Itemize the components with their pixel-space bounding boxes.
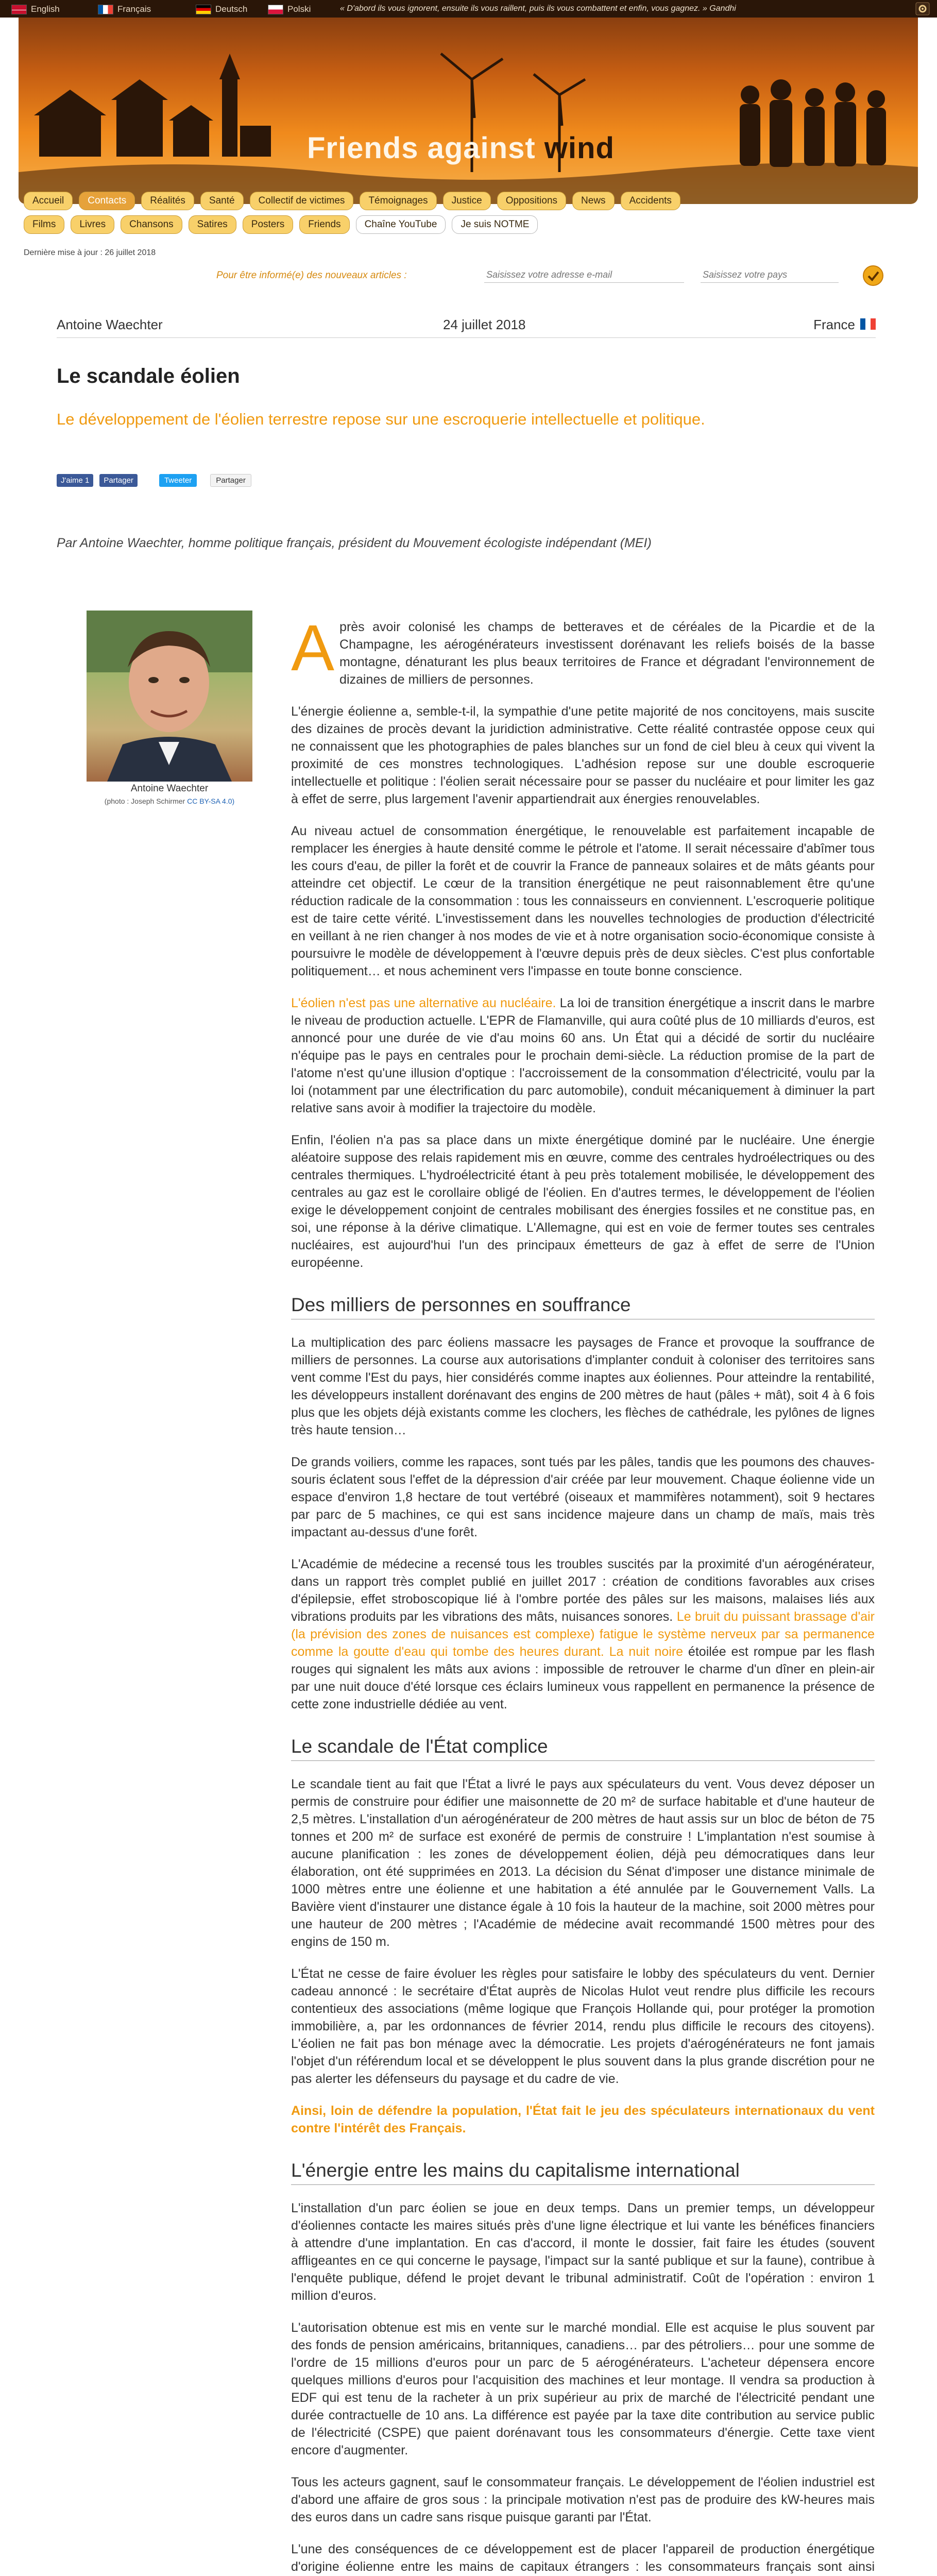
poland-flag-icon bbox=[268, 5, 283, 14]
article-paragraph: L'installation d'un parc éolien se joue en deux temps. Dans un premier temps, un développeur d'éoliennes contacte les maires situés près d'une ligne électrique et lui vante les bénéfices financiers à attendre d'une implantation. En cas d'accord, il monte le dossier, fait faire les études (souvent affligeantes en ce qui concerne le paysage, l'impact sur la santé publique et sur la faune), contribue à l'enquête publique, défend le projet devant le tribunal administratif. Coût de l'opération : environ 1 million d'euros. bbox=[291, 2201, 875, 2303]
language-polish[interactable]: Polski bbox=[268, 4, 311, 14]
uk-flag-icon bbox=[11, 5, 27, 14]
share-buttons bbox=[57, 474, 251, 487]
language-german[interactable]: Deutsch bbox=[196, 4, 247, 14]
section-heading: L'énergie entre les mains du capitalisme international bbox=[291, 2162, 875, 2185]
license-link[interactable]: CC BY-SA 4.0) bbox=[187, 797, 235, 805]
nav-satires[interactable]: Satires bbox=[189, 215, 236, 234]
nav-collectif-victimes[interactable]: Collectif de victimes bbox=[250, 192, 354, 210]
language-english[interactable]: English bbox=[11, 4, 60, 14]
nav-row-2 bbox=[24, 215, 910, 234]
article-paragraph: L'autorisation obtenue est mis en vente sur le marché mondial. Elle est acquise le plus souvent par des fonds de pension américains, britanniques, canadiens… par des pétroliers… pour une somme de l'ordre de 15 millions d'euros pour un parc de 5 aérogénérateurs. L'acheteur dépensera encore quelques millions d'euros pour l'acquisition des machines et leur montage. Il vendra sa production à EDF qui est tenu de la racheter à un prix supérieur au prix de marché de l'électricité pendant une durée contractuelle de 10 ans. La différence est payée par la taxe dite contribution au service public de l'électricité (CSPE) que paient dorénavant tous les consommateurs d'énergie. Cette taxe vient encore d'augmenter. bbox=[291, 2320, 875, 2458]
site-banner bbox=[19, 18, 918, 204]
photo-caption-name: Antoine Waechter bbox=[130, 783, 209, 794]
article-author: Antoine Waechter bbox=[57, 317, 163, 332]
france-flag-icon bbox=[860, 318, 876, 330]
article-paragraph: De grands voiliers, comme les rapaces, sont tués par les pâles, tandis que les poumons des chauves-souris éclatent sous l'effet de la dépression d'air créée par leur mouvement. Chaque éolienne vide un espace d'environ 1,8 hectare de tout vertébré (oiseaux et mammifères notamment), soit 9 hectares par parc de 5 machines, ce qui est sans incidence majeure dans un champ de maïs, mais très impactant au-dessus d'une forêt. bbox=[291, 1455, 875, 1539]
article-body bbox=[291, 612, 875, 2576]
top-bar bbox=[0, 0, 937, 18]
banner-illustration bbox=[19, 18, 918, 204]
site-title: Friends against wind bbox=[307, 131, 615, 165]
nav-films[interactable]: Films bbox=[24, 215, 64, 234]
email-input[interactable] bbox=[484, 267, 684, 283]
article-paragraph: L'une des conséquences de ce développement est de placer l'appareil de production énergétique d'origine éolienne entre les mains de capitaux étrangers : les consommateurs français sont ainsi bbox=[291, 2542, 875, 2574]
nav-oppositions[interactable]: Oppositions bbox=[497, 192, 566, 210]
highlight-text: Le bruit du puissant brassage d'air (la prévision des zones de nuisances est complexe) fatigue le système nerveux par sa permanence comme la goutte d'eau qui tombe des heures durant. La nuit noire bbox=[291, 1609, 875, 1659]
nav-sante[interactable]: Santé bbox=[200, 192, 244, 210]
article-lead: Le développement de l'éolien terrestre repose sur une escroquerie intellectuelle et politique. bbox=[57, 410, 705, 428]
article-paragraph: Enfin, l'éolien n'a pas sa place dans un mixte énergétique dominé par le nucléaire. Une énergie aléatoire suppose des relais rapidement mis en œuvre, comme des centrales hydroélectriques ou des centrales thermiques. L'hydroélectricité étant à peu près totalement mobilisée, le développement des centrales au gaz est le corollaire obligé de l'éolien. En d'autres termes, le développement de l'éolien exige le développement conjoint de centrales mobilisant des énergies fossiles et ne constitue pas, en soi, une réponse à la dérive climatique. L'Allemagne, qui est en voie de fermer toutes ses centrales nucléaires, est aujourd'hui l'un des principaux émetteurs de gaz à effet de serre de l'Union européenne. bbox=[291, 1133, 875, 1270]
nav-chansons[interactable]: Chansons bbox=[121, 215, 182, 234]
country-input[interactable] bbox=[701, 267, 839, 283]
nav-posters[interactable]: Posters bbox=[243, 215, 293, 234]
nav-livres[interactable]: Livres bbox=[71, 215, 114, 234]
article-paragraph: L'éolien n'est pas une alternative au nucléaire. La loi de transition énergétique a inscrit dans le marbre le niveau de production actuelle. L'EPR de Flamanville, qui aura coûté plus de 10 milliards d'euros, est annoncé pour une durée de vie d'au moins 60 ans. Un État qui a décidé de sortir du nucléaire n'équipe pas le pays en centrales pour le prochain demi-siècle. La réduction promise de la part de l'atome n'est qu'une illusion d'optique : l'accroissement de la consommation d'électricité, voulu par la loi (notamment par une électrification du parc automobile), conduit mécaniquement à diminuer la part relative sans avoir à modifier la trajectoire du modèle. bbox=[291, 996, 875, 1115]
article-paragraph: Après avoir colonisé les champs de betteraves et de céréales de la Picardie et de la Champagne, les aérogénérateurs investissent dorénavant les reliefs boisés de la basse montagne, dénaturant les plus beaux territoires de France et dégradant l'environnement de dizaines de milliers de personnes. bbox=[291, 612, 875, 687]
gear-icon[interactable] bbox=[915, 2, 930, 15]
nav-contacts[interactable]: Contacts bbox=[79, 192, 135, 210]
quote-ticker: « D'abord ils vous ignorent, ensuite ils vous raillent, puis ils vous combattent et enfin, vous gagnez. » Gandhi bbox=[340, 4, 736, 13]
article-paragraph: L'Académie de médecine a recensé tous les troubles suscités par la proximité d'un aérogénérateur, dans un rapport très complet publié en juillet 2017 : création de conditions favorables aux crises d'épilepsie, effet stroboscopique lié à l'ombre portée des pâles sur les maisons, malaises liés aux vibrations produits par les vibrations des mâts, nuisances sonores. Le bruit du puissant brassage d'air (la prévision des zones de nuisances est complexe) fatigue le système nerveux par sa permanence comme la goutte d'eau qui tombe des heures durant. La nuit noire étoilée est rompue par les flash rouges qui signalent les mâts aux avions : impossible de retrouver le charme d'un dîner en plein-air par une nuit douce d'été lorsque ces éclairs lumineux vous rappellent en permanence la présence de cette zone industrielle dédiée au vent. bbox=[291, 1557, 875, 1711]
highlight-text: L'éolien n'est pas une alternative au nucléaire. bbox=[291, 996, 556, 1010]
highlight-paragraph: Ainsi, loin de défendre la population, l'État fait le jeu des spéculateurs internationaux du vent contre l'intérêt des Français. bbox=[291, 2104, 875, 2136]
section-heading: Le scandale de l'État complice bbox=[291, 1738, 875, 1761]
nav-temoignages[interactable]: Témoignages bbox=[360, 192, 436, 210]
photo-caption-credit: (photo : Joseph Schirmer CC BY-SA 4.0) bbox=[104, 797, 235, 805]
article-date: 24 juillet 2018 bbox=[443, 317, 526, 332]
author-photo bbox=[87, 611, 252, 782]
nav-realites[interactable]: Réalités bbox=[141, 192, 194, 210]
nav-accidents[interactable]: Accidents bbox=[621, 192, 680, 210]
germany-flag-icon bbox=[196, 5, 211, 14]
facebook-like-button[interactable]: J'aime 1 bbox=[57, 474, 93, 487]
language-french[interactable]: Français bbox=[98, 4, 151, 14]
nav-youtube[interactable]: Chaîne YouTube bbox=[356, 215, 446, 234]
google-plus-share-button[interactable]: Partager bbox=[210, 474, 251, 487]
nav-friends[interactable]: Friends bbox=[299, 215, 349, 234]
submit-check-icon[interactable] bbox=[862, 265, 884, 286]
subscribe-label: Pour être informé(e) des nouveaux articles : bbox=[216, 270, 407, 281]
last-update: Dernière mise à jour : 26 juillet 2018 bbox=[24, 248, 156, 257]
france-flag-icon bbox=[98, 5, 113, 14]
article-paragraph: L'énergie éolienne a, semble-t-il, la sympathie d'une petite majorité de nos concitoyens, mais suscite des dizaines de procès devant la juridiction administrative. Cette réalité contrastée oppose ceux qui ne connaissent que les photographies de pales blanches sur un fond de ciel bleu à ceux qui vivent la proximité de ces monstres technologiques. L'adhésion repose sur une double escroquerie intellectuelle et politique : l'éolien serait nécessaire pour se passer du nucléaire et pour limiter les gaz à effet de serre, plus largement l'avenir appartiendrait aux énergies renouvelables. bbox=[291, 704, 875, 806]
article-paragraph: Au niveau actuel de consommation énergétique, le renouvelable est parfaitement incapable de remplacer les énergies à haute densité comme le pétrole et l'atome. Il serait nécessaire d'abîmer tous les cours d'eau, de piller la forêt et de couvrir la France de panneaux solaires et de mâts géants pour atteindre cet objectif. Le cœur de la transition énergétique ne peut raisonnablement être qu'une réduction radicale de la consommation : tous les connaisseurs en conviennent. L'escroquerie politique est de taire cette vérité. L'investissement dans les nouvelles technologies de production d'électricité en veillant à ne rien changer à nos modes de vie et à notre organisation socio-économique consiste à poursuivre le modèle de développement à l'œuvre depuis près de deux siècles. C'est plus confortable politiquement… et nous acheminent vers l'impasse en toute bonne conscience. bbox=[291, 824, 875, 978]
tweet-button[interactable]: Tweeter bbox=[159, 474, 197, 487]
nav-accueil[interactable]: Accueil bbox=[24, 192, 73, 210]
subscribe-form bbox=[216, 263, 927, 289]
nav-notme[interactable]: Je suis NOTME bbox=[452, 215, 538, 234]
nav-justice[interactable]: Justice bbox=[443, 192, 491, 210]
facebook-share-button[interactable]: Partager bbox=[99, 474, 138, 487]
article-paragraph: Le scandale tient au fait que l'État a livré le pays aux spéculateurs du vent. Vous devez déposer un permis de construire pour édifier une maisonnette de 20 m² de surface habitable et d'une hauteur de 2,5 mètres. L'installation d'un aérogénérateur de 200 mètres de haut assis sur un bloc de béton de 75 tonnes et 200 m² de surface est exonéré de permis de construire ! L'implantation n'est soumise à aucune planification : les zones de développement éolien, déjà peu démocratiques dans leur élaboration, ont été supprimées en 2013. La décision du Sénat d'imposer une distance minimale de 1000 mètres entre une éolienne et une habitation a été annulée par le Gouvernement Valls. La Bavière vient d'instaurer une distance égale à 10 fois la hauteur de la machine, soit 2000 mètres pour une hauteur de 200 mètres ; l'Académie de médecine avait recommandé 1500 mètres pour des engins de 150 m. bbox=[291, 1777, 875, 1949]
article-country: France bbox=[813, 317, 855, 332]
article-meta bbox=[57, 317, 876, 338]
article-paragraph: Tous les acteurs gagnent, sauf le consommateur français. Le développement de l'éolien industriel est d'abord une affaire de gros sous : la principale motivation n'est pas de produire des kW-heures mais des euros dans un cadre sans risque puisque garanti par l'État. bbox=[291, 2475, 875, 2524]
nav-news[interactable]: News bbox=[572, 192, 615, 210]
article-byline: Par Antoine Waechter, homme politique français, président du Mouvement écologiste indépendant (MEI) bbox=[57, 536, 652, 550]
section-heading: Des milliers de personnes en souffrance bbox=[291, 1296, 875, 1319]
article-title: Le scandale éolien bbox=[57, 365, 240, 387]
main-navigation bbox=[24, 192, 910, 239]
nav-row-1 bbox=[24, 192, 910, 210]
article-paragraph: La multiplication des parc éoliens massacre les paysages de France et provoque la souffrance de milliers de personnes. La course aux autorisations d'implanter conduit à coloniser des territoires sans vent comme l'Est du pays, hier considérés comme inaptes aux éoliennes. Pour atteindre la rentabilité, les développeurs installent dorénavant des engins de 200 mètres de haut (pâles + mât), soit 4 à 6 fois plus que les objets déjà existants comme les clochers, les flèches de cathédrale, les pylônes de lignes très haute tension… bbox=[291, 1335, 875, 1437]
article-paragraph: L'État ne cesse de faire évoluer les règles pour satisfaire le lobby des spéculateurs du vent. Dernier cadeau annoncé : le secrétaire d'État auprès de Nicolas Hulot veut rendre plus difficile les recours contentieux des associations (même logique que François Hollande qui, pour protéger la promotion immobilière, a, par les ordonnances de février 2014, rendu plus difficile le recours des citoyens). L'éolien ne fait pas bon ménage avec la démocratie. Les projets d'aérogénérateurs ne font jamais l'objet d'un référendum local et se développent le plus souvent dans la plus grande discrétion pour ne pas alerter les défenseurs du paysage et du cadre de vie. bbox=[291, 1967, 875, 2086]
